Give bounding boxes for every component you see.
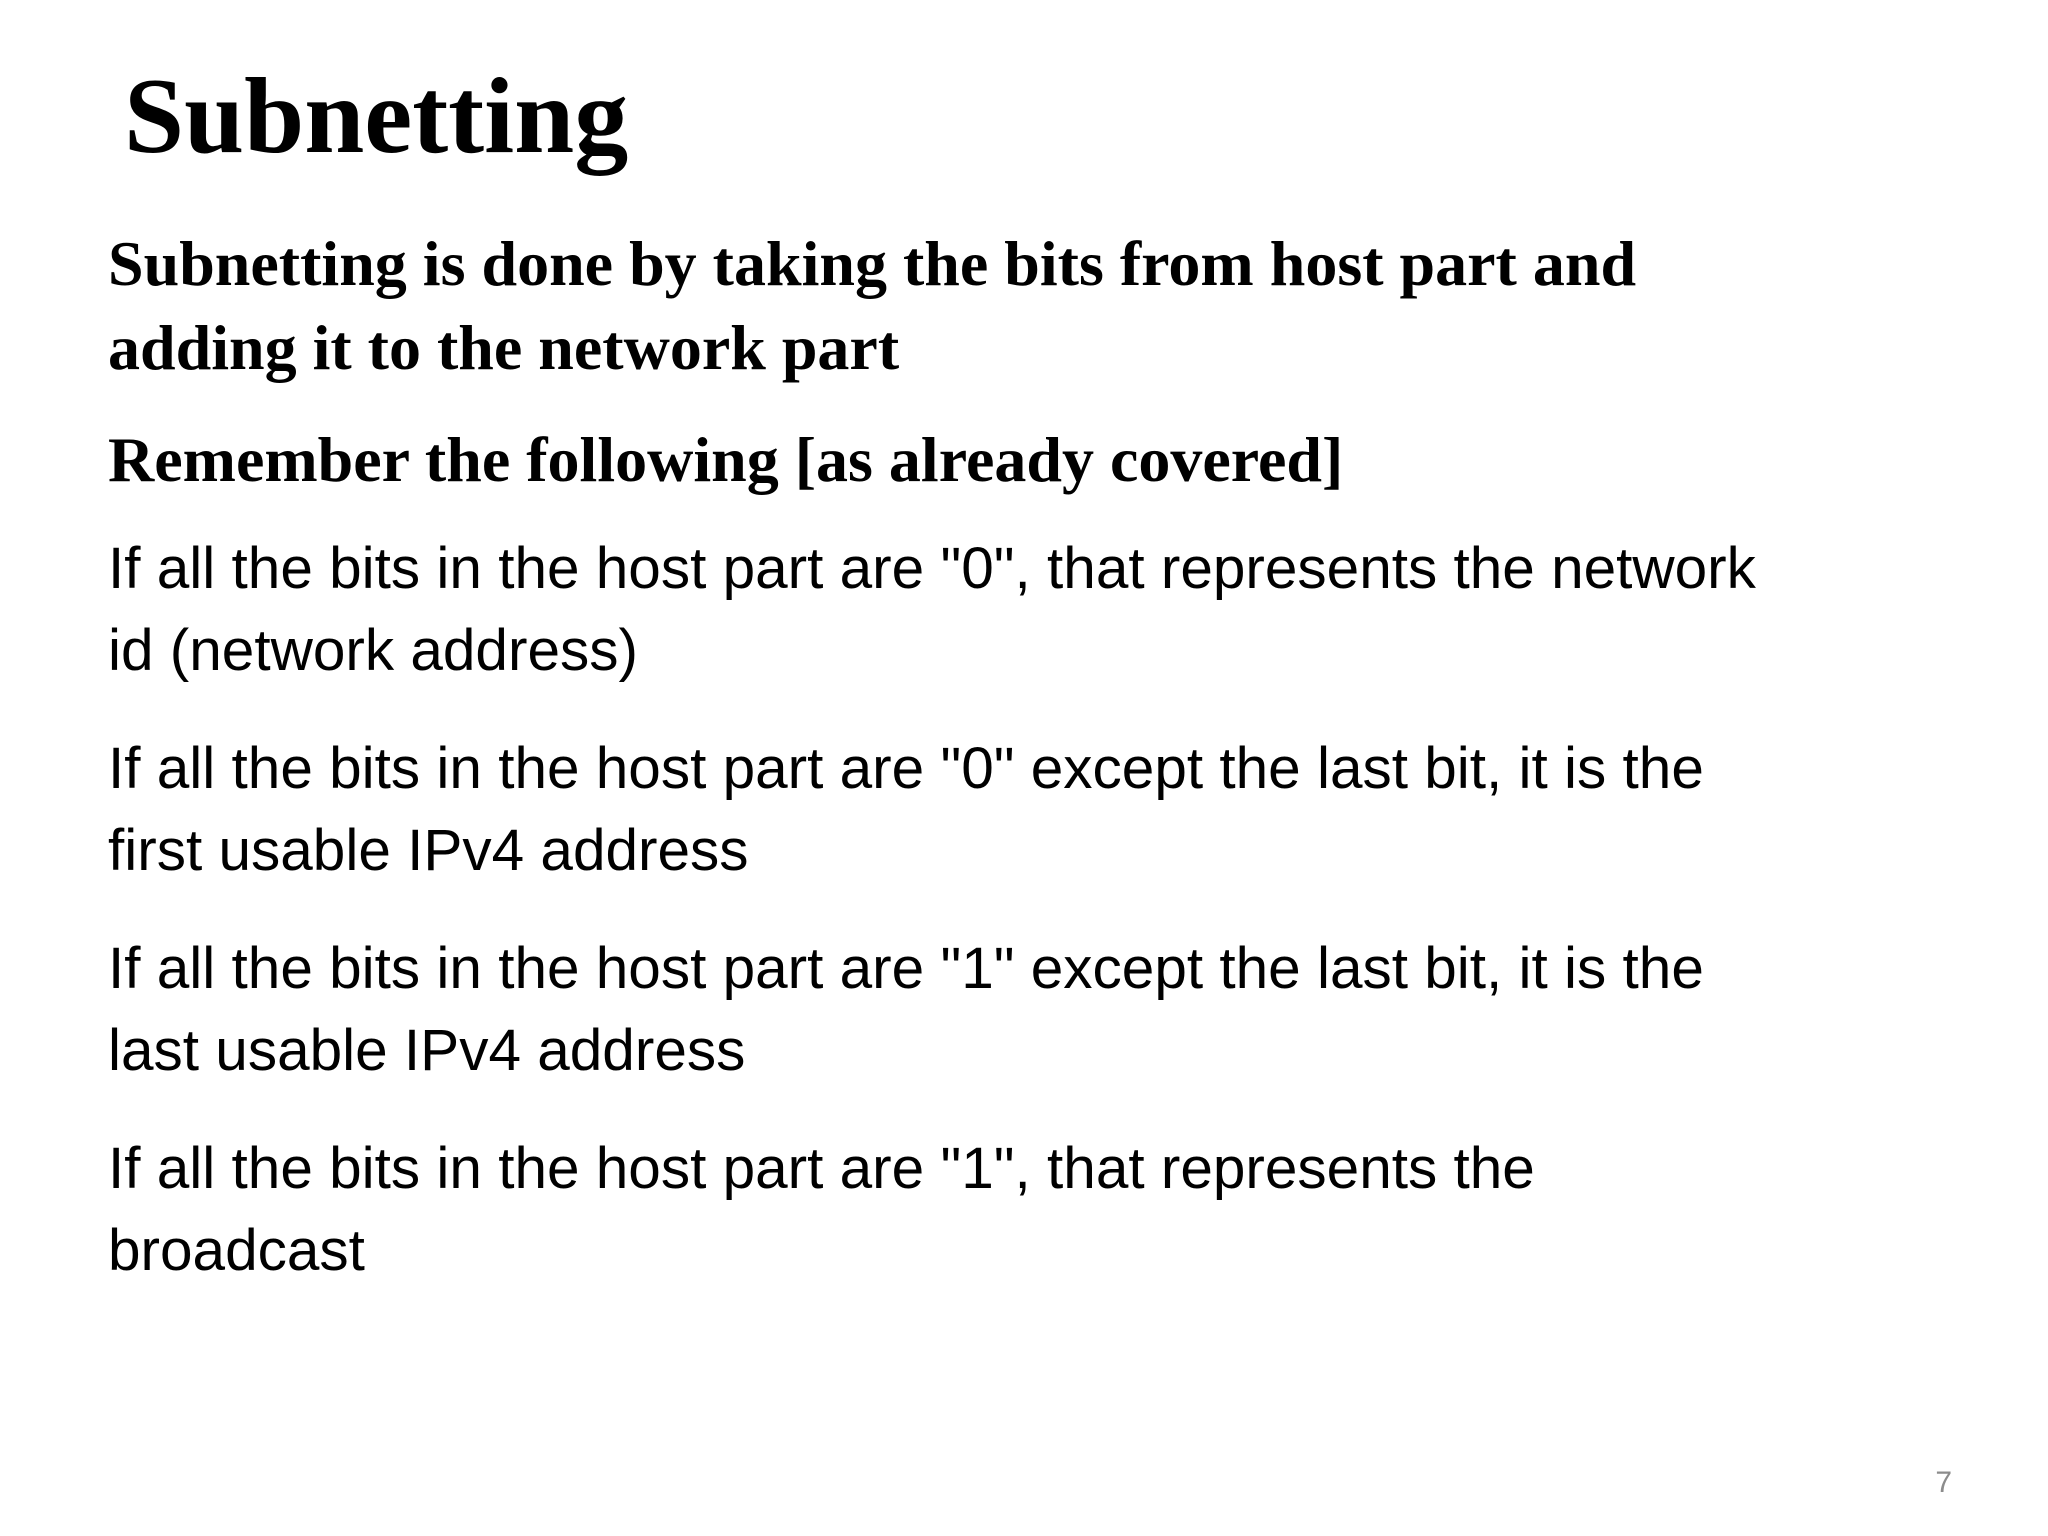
intro-paragraph: Subnetting is done by taking the bits from host part and adding it to the network part [108,228,1637,383]
rule-last-usable: If all the bits in the host part are "1" except the last bit, it is the last usable IPv4 address [108,936,1704,1083]
rule-broadcast: If all the bits in the host part are "1", that represents the broadcast [108,1136,1535,1283]
rule-network-id: If all the bits in the host part are "0", that represents the network id (network address) [108,536,1756,683]
rule-first-usable: If all the bits in the host part are "0" except the last bit, it is the first usable IPv4 address [108,736,1704,883]
remember-heading: Remember the following [as already covered] [108,424,1344,495]
slide-title: Subnetting [124,57,629,176]
page-number: 7 [1935,1466,1952,1499]
slide-body [108,222,1808,1292]
